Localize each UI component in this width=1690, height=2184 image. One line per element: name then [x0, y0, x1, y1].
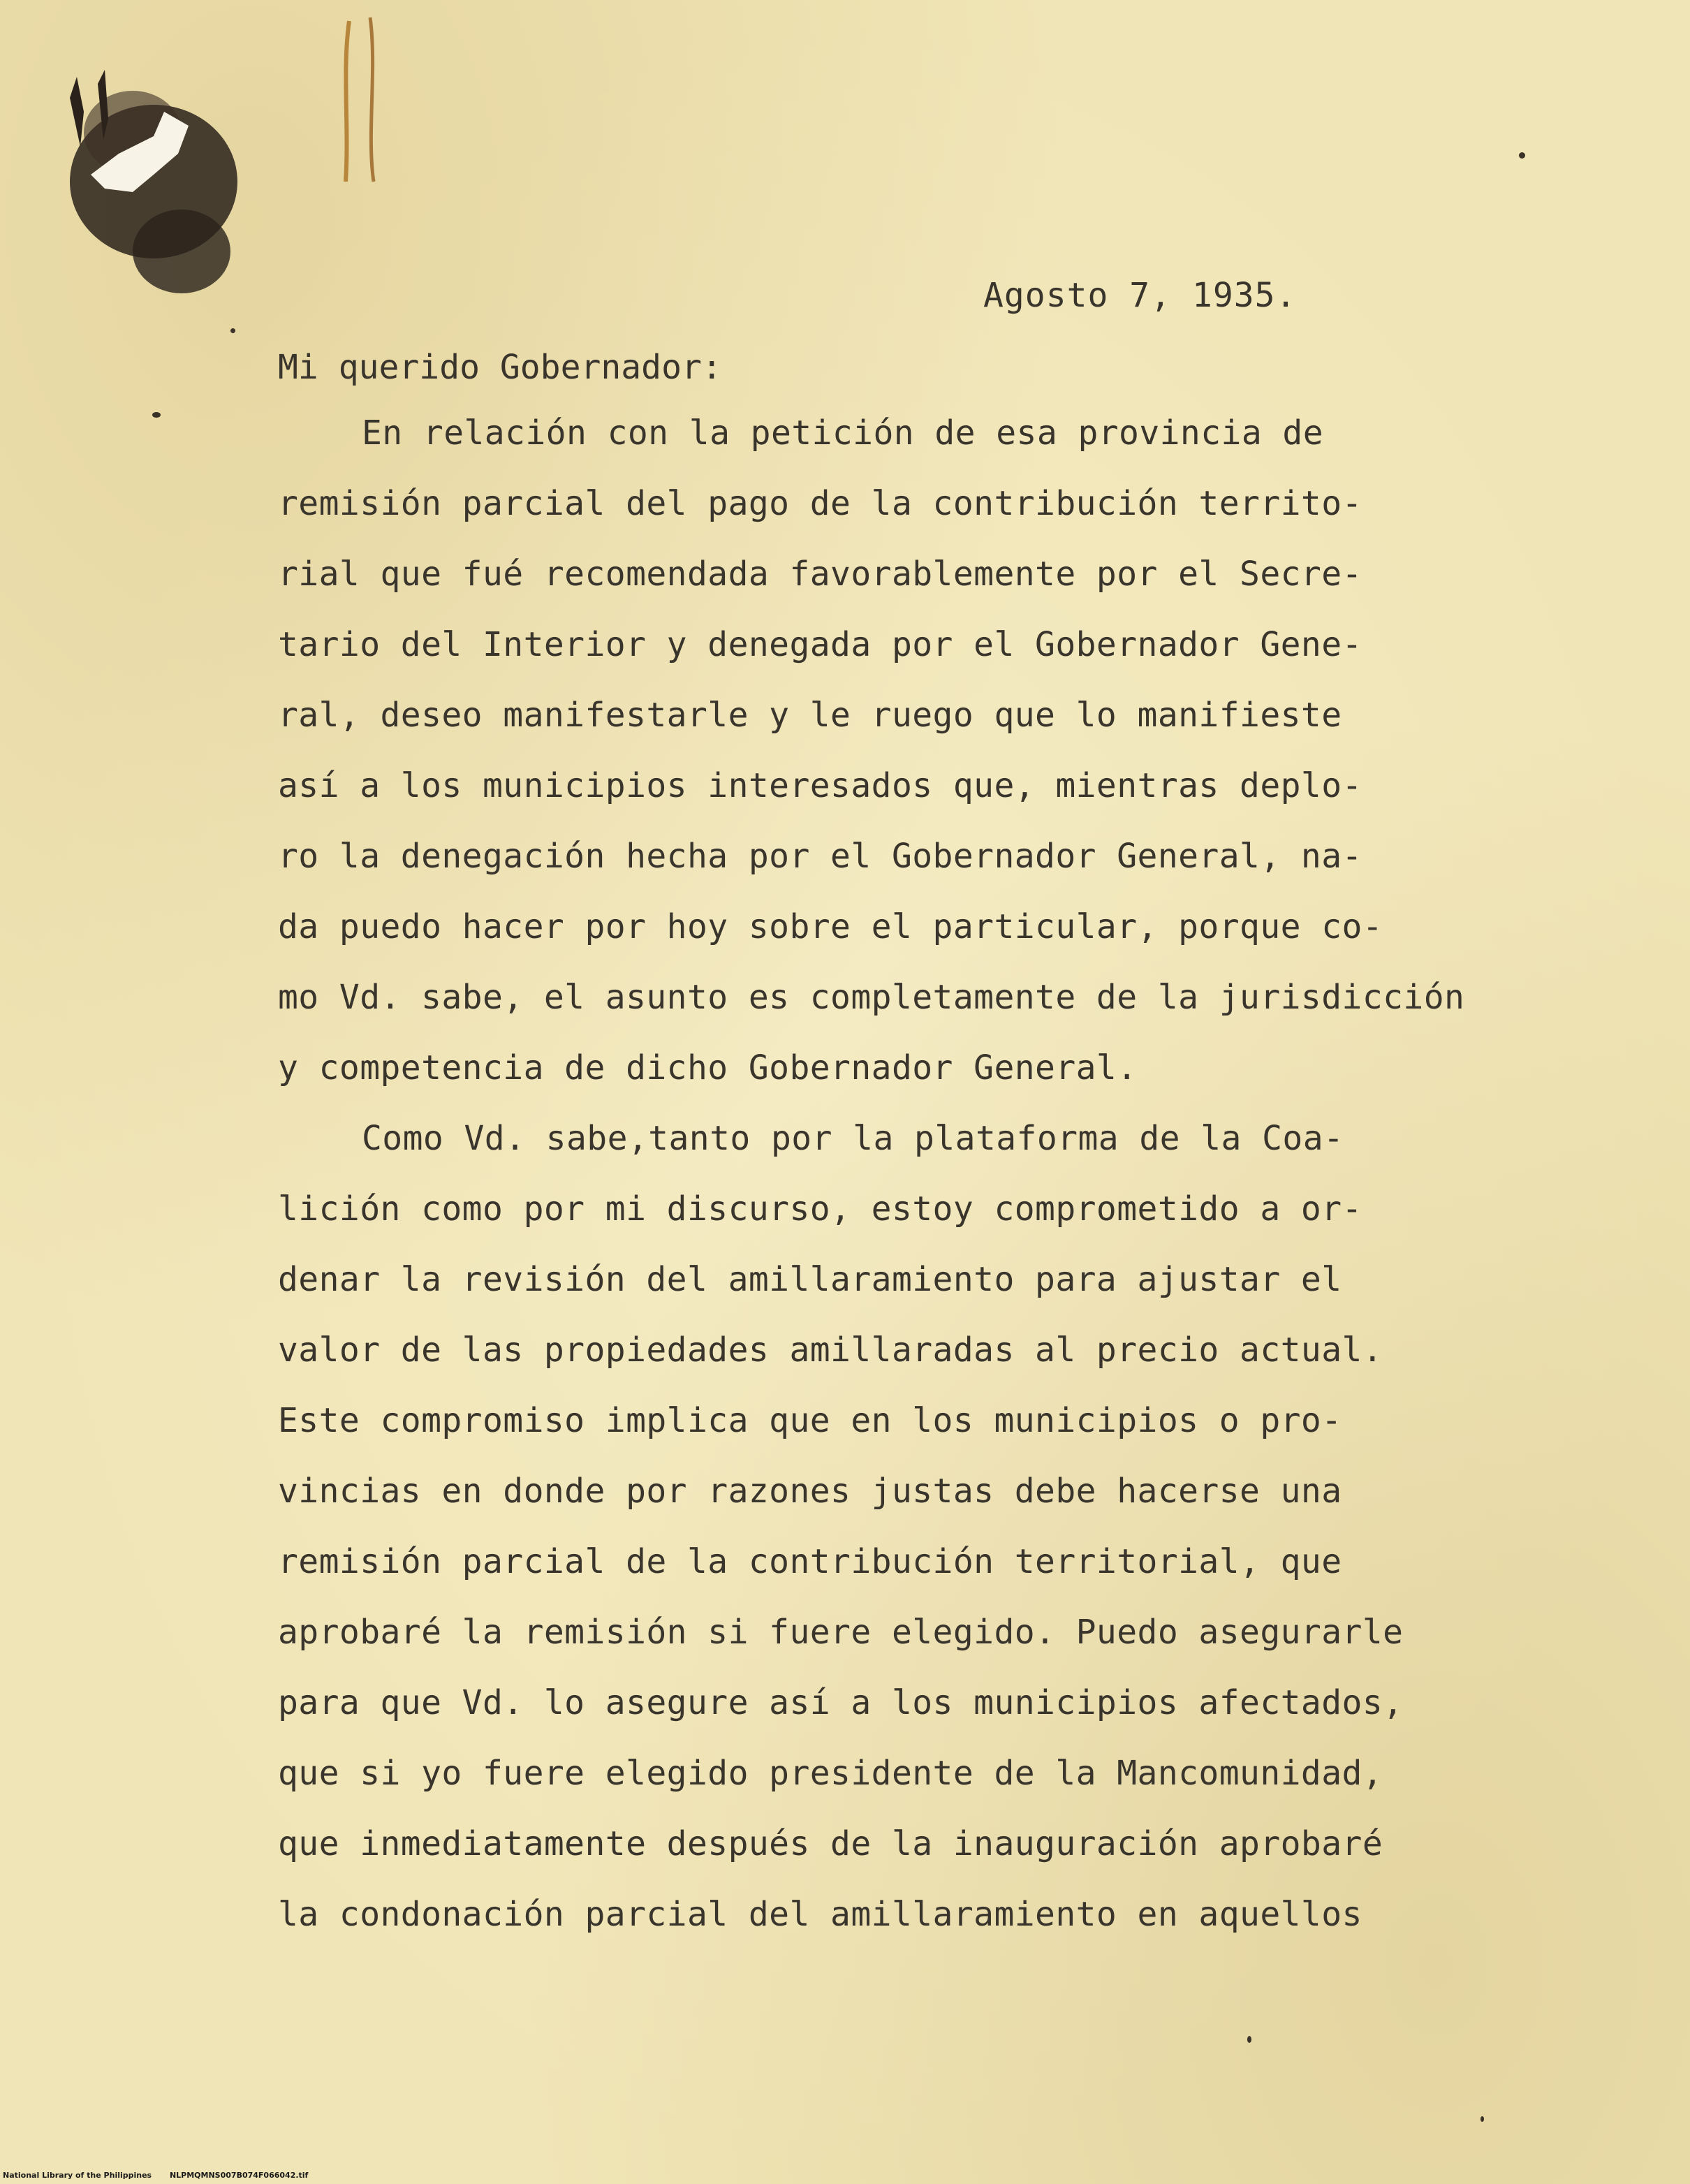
letter-body — [278, 412, 1535, 1964]
body-line: mo Vd. sabe, el asunto es completamente de la jurisdicción — [278, 978, 1465, 1017]
body-line: la condonación parcial del amillaramiento en aquellos — [278, 1895, 1362, 1934]
body-line: denar la revisión del amillaramiento para ajustar el — [278, 1260, 1342, 1299]
ink-speck — [1480, 2116, 1484, 2122]
body-line: ro la denegación hecha por el Gobernador General, na- — [278, 837, 1362, 876]
body-line: remisión parcial del pago de la contribución territo- — [278, 484, 1362, 523]
library-name: National Library of the Philippines — [3, 2171, 152, 2180]
body-line: rial que fué recomendada favorablemente por el Secre- — [278, 555, 1362, 594]
body-line: para que Vd. lo asegure así a los municipios afectados, — [278, 1683, 1404, 1722]
body-line: y competencia de dicho Gobernador General. — [278, 1048, 1138, 1087]
body-line: vincias en donde por razones justas debe hacerse una — [278, 1472, 1342, 1511]
ink-speck — [1247, 2036, 1251, 2043]
body-line: que si yo fuere elegido presidente de la Mancomunidad, — [278, 1754, 1383, 1793]
letter-date: Agosto 7, 1935. — [983, 276, 1297, 315]
ink-speck — [1519, 152, 1525, 159]
body-line: da puedo hacer por hoy sobre el particular, porque co- — [278, 907, 1383, 946]
body-line: Como Vd. sabe,tanto por la plataforma de la Coa- — [362, 1119, 1344, 1158]
body-line: remisión parcial de la contribución territorial, que — [278, 1542, 1342, 1581]
body-line: En relación con la petición de esa provincia de — [362, 413, 1324, 453]
file-id: NLPMQMNS007B074F066042.tif — [169, 2171, 309, 2180]
burn-stain — [49, 70, 258, 307]
body-line: valor de las propiedades amillaradas al precio actual. — [278, 1331, 1383, 1370]
body-line: tario del Interior y denegada por el Gobernador Gene- — [278, 625, 1362, 664]
pencil-mark — [335, 14, 398, 189]
body-line: ral, deseo manifestarle y le ruego que lo manifieste — [278, 696, 1342, 735]
body-line: así a los municipios interesados que, mientras deplo- — [278, 766, 1362, 805]
salutation: Mi querido Gobernador: — [278, 348, 722, 387]
archive-footer — [3, 2171, 323, 2180]
ink-speck — [230, 328, 235, 333]
body-line: que inmediatamente después de la inauguración aprobaré — [278, 1824, 1383, 1863]
body-line: lición como por mi discurso, estoy comprometido a or- — [278, 1189, 1362, 1229]
body-line: Este compromiso implica que en los municipios o pro- — [278, 1401, 1342, 1440]
body-line: aprobaré la remisión si fuere elegido. Puedo asegurarle — [278, 1613, 1404, 1652]
ink-speck — [152, 412, 161, 418]
